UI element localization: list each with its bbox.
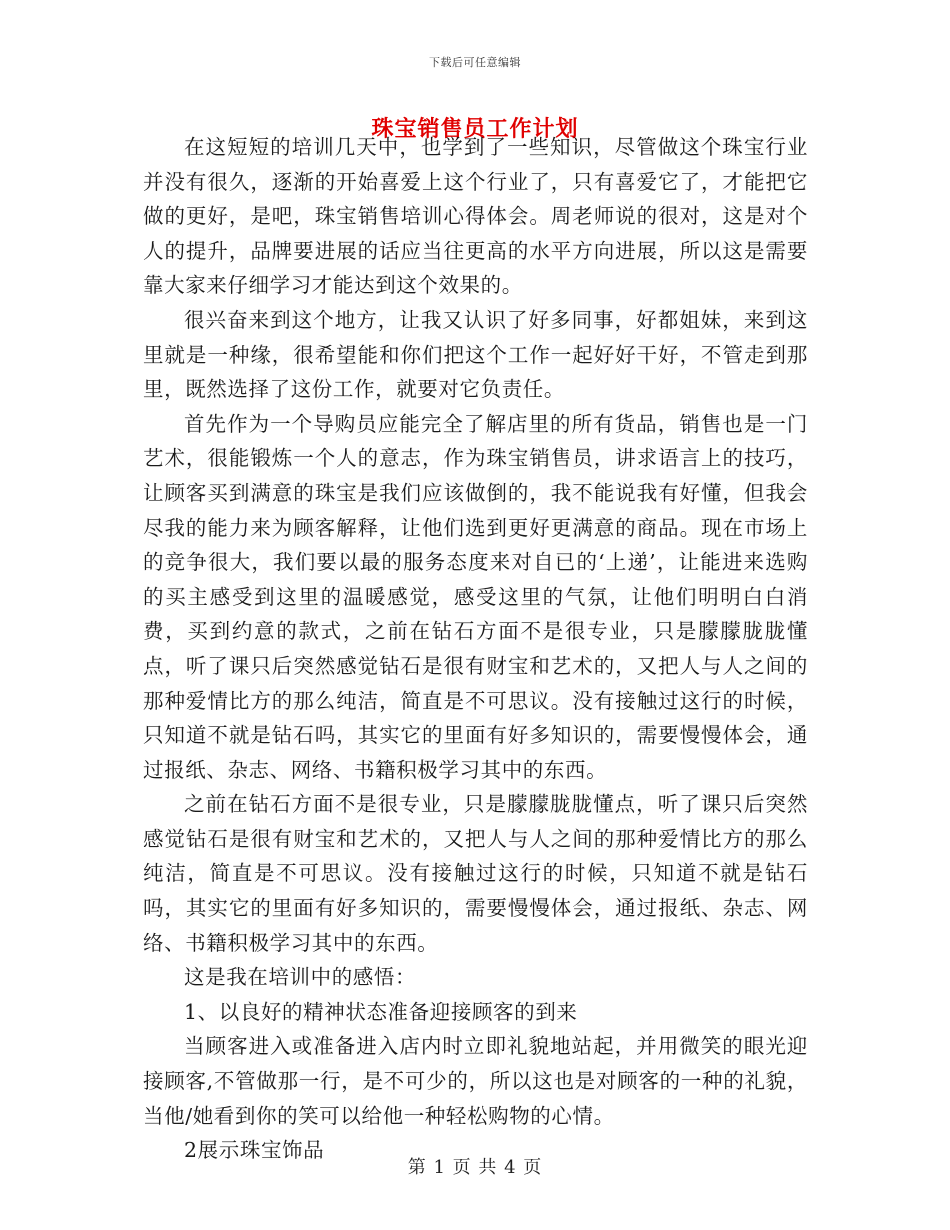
document-title: 珠宝销售员工作计划 xyxy=(371,116,579,142)
paragraph: 很兴奋来到这个地方，让我又认识了好多同事，好都姐妹，来到这里就是一种缘，很希望能和你们把这个工作一起好好干好，不管走到那里，既然选择了这份工作，就要对它负责任。 xyxy=(143,307,808,402)
paragraph: 之前在钻石方面不是很专业，只是朦朦胧胧懂点，听了课只后突然感觉钻石是很有财宝和艺术的，又把人与人之间的那种爱情比方的那么纯洁，简直是不可思议。没有接触过这行的时候，只知道不就是钻石吗，其实它的里面有好多知识的，需要慢慢体会，通过报纸、杂志、网络、书籍积极学习其中的东西。 xyxy=(143,792,808,955)
paragraph: 首先作为一个导购员应能完全了解店里的所有货品，销售也是一门艺术，很能锻炼一个人的意志，作为珠宝销售员，讲求语言上的技巧，让顾客买到满意的珠宝是我们应该做倒的，我不能说我有好懂，但我会尽我的能力来为顾客解释，让他们选到更好更满意的商品。现在市场上的竞争很大，我们要以最的服务态度来对自已的‘上递’，让能进来选购的买主感受到这里的温暖感觉，感受这里的气氛，让他们明明白白消费，买到约意的款式，之前在钻石方面不是很专业，只是朦朦胧胧懂点，听了课只后突然感觉钻石是很有财宝和艺术的，又把人与人之间的那种爱情比方的那么纯洁，简直是不可思议。没有接触过这行的时候，只知道不就是钻石吗，其实它的里面有好多知识的，需要慢慢体会，通过报纸、杂志、网络、书籍积极学习其中的东西。 xyxy=(143,411,808,782)
document-body xyxy=(143,130,808,1168)
header-note: 下载后可任意编辑 xyxy=(429,56,521,69)
page-number: 第 1 页 共 4 页 xyxy=(407,1157,543,1178)
paragraph: 当顾客进入或准备进入店内时立即礼貌地站起，并用微笑的眼光迎接顾客,不管做那一行，是不可少的，所以这也是对顾客的一种的礼貌，当他/她看到你的笑可以给他一种轻松购物的心情。 xyxy=(143,1034,808,1128)
section-heading: 1、以良好的精神状态准备迎接顾客的到来 xyxy=(184,999,578,1024)
paragraph: 这是我在培训中的感悟： xyxy=(184,965,417,990)
paragraph: 在这短短的培训几天中，也学到了一些知识，尽管做这个珠宝行业并没有很久，逐渐的开始喜爱上这个行业了，只有喜爱它了，才能把它做的更好，是吧，珠宝销售培训心得体会。周老师说的很对，这是对个人的提升，品牌要进展的话应当往更高的水平方向进展，所以这是需要靠大家来仔细学习才能达到这个效果的。 xyxy=(143,135,808,298)
section-heading: 2展示珠宝饰品 xyxy=(184,1138,325,1163)
